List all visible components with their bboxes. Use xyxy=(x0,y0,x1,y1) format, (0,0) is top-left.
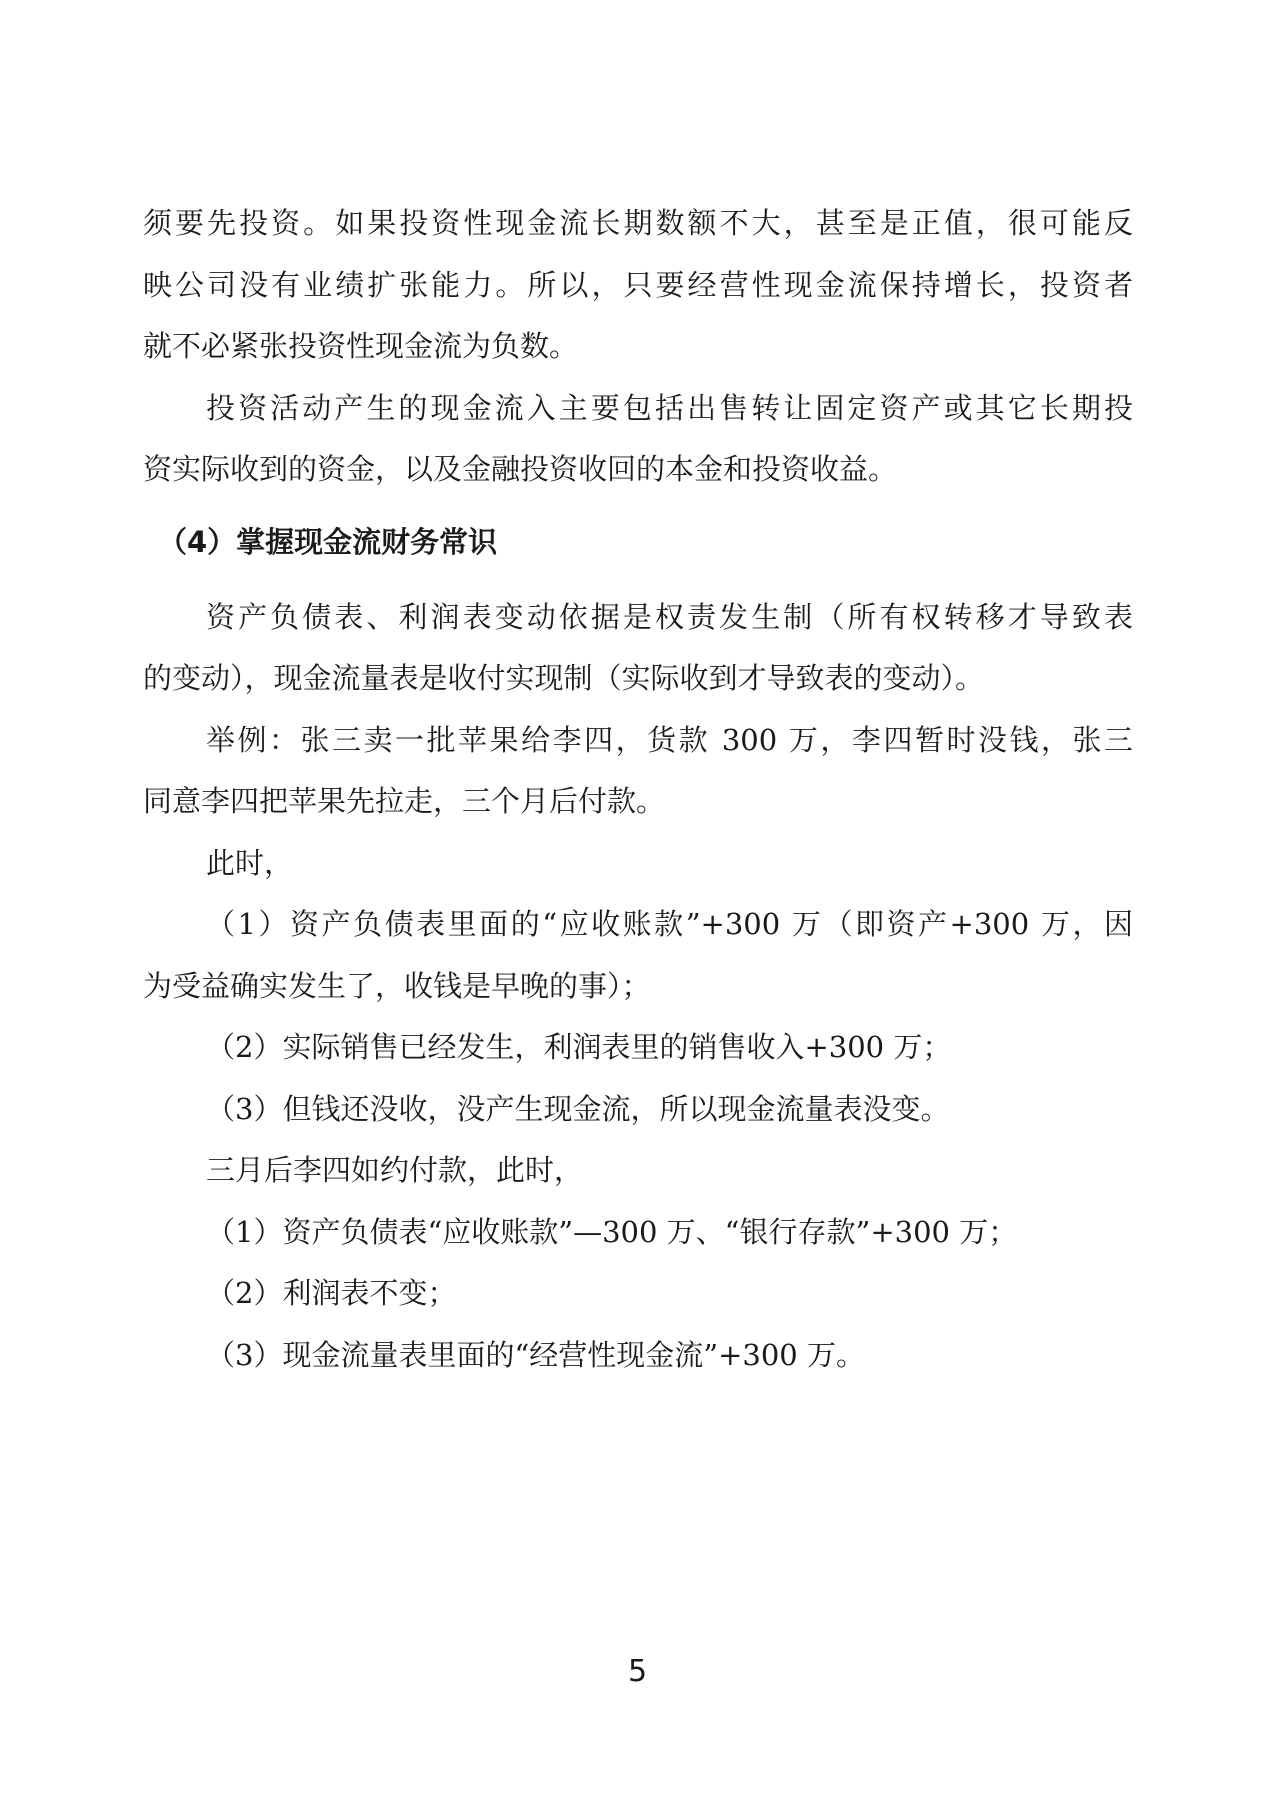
paragraph-line: 就不必紧张投资性现金流为负数。 xyxy=(143,329,579,363)
section-heading: （4）掌握现金流财务常识 xyxy=(158,525,498,559)
list-item: （1）资产负债表“应收账款”—300 万、“银行存款”+300 万； xyxy=(206,1215,1018,1249)
list-item: （2）利润表不变； xyxy=(206,1276,457,1310)
paragraph-line: 三月后李四如约付款，此时， xyxy=(206,1153,584,1187)
list-item: （2）实际销售已经发生，利润表里的销售收入+300 万； xyxy=(206,1030,952,1064)
paragraph-line: 须要先投资。如果投资性现金流长期数额不大，甚至是正值，很可能反 xyxy=(143,206,1133,240)
list-item: （3）但钱还没收，没产生现金流，所以现金流量表没变。 xyxy=(206,1092,950,1126)
page-number: 5 xyxy=(627,1654,648,1689)
list-item-line: 为受益确实发生了，收钱是早晚的事）； xyxy=(143,969,651,1003)
paragraph-line: 映公司没有业绩扩张能力。所以，只要经营性现金流保持增长，投资者 xyxy=(143,268,1133,302)
paragraph-line: 资产负债表、利润表变动依据是权责发生制（所有权转移才导致表 xyxy=(206,600,1133,634)
paragraph-line: 投资活动产生的现金流入主要包括出售转让固定资产或其它长期投 xyxy=(206,391,1133,425)
paragraph-line: 此时， xyxy=(206,846,294,880)
paragraph-line: 举例：张三卖一批苹果给李四，货款 300 万，李四暂时没钱，张三 xyxy=(206,723,1133,757)
list-item: （3）现金流量表里面的“经营性现金流”+300 万。 xyxy=(206,1338,865,1372)
paragraph-line: 同意李四把苹果先拉走，三个月后付款。 xyxy=(143,784,666,818)
paragraph-line: 的变动），现金流量表是收付实现制（实际收到才导致表的变动）。 xyxy=(143,661,985,695)
list-item-line: （1）资产负债表里面的“应收账款”+300 万（即资产+300 万，因 xyxy=(206,907,1133,941)
paragraph-line: 资实际收到的资金，以及金融投资收回的本金和投资收益。 xyxy=(143,452,898,486)
